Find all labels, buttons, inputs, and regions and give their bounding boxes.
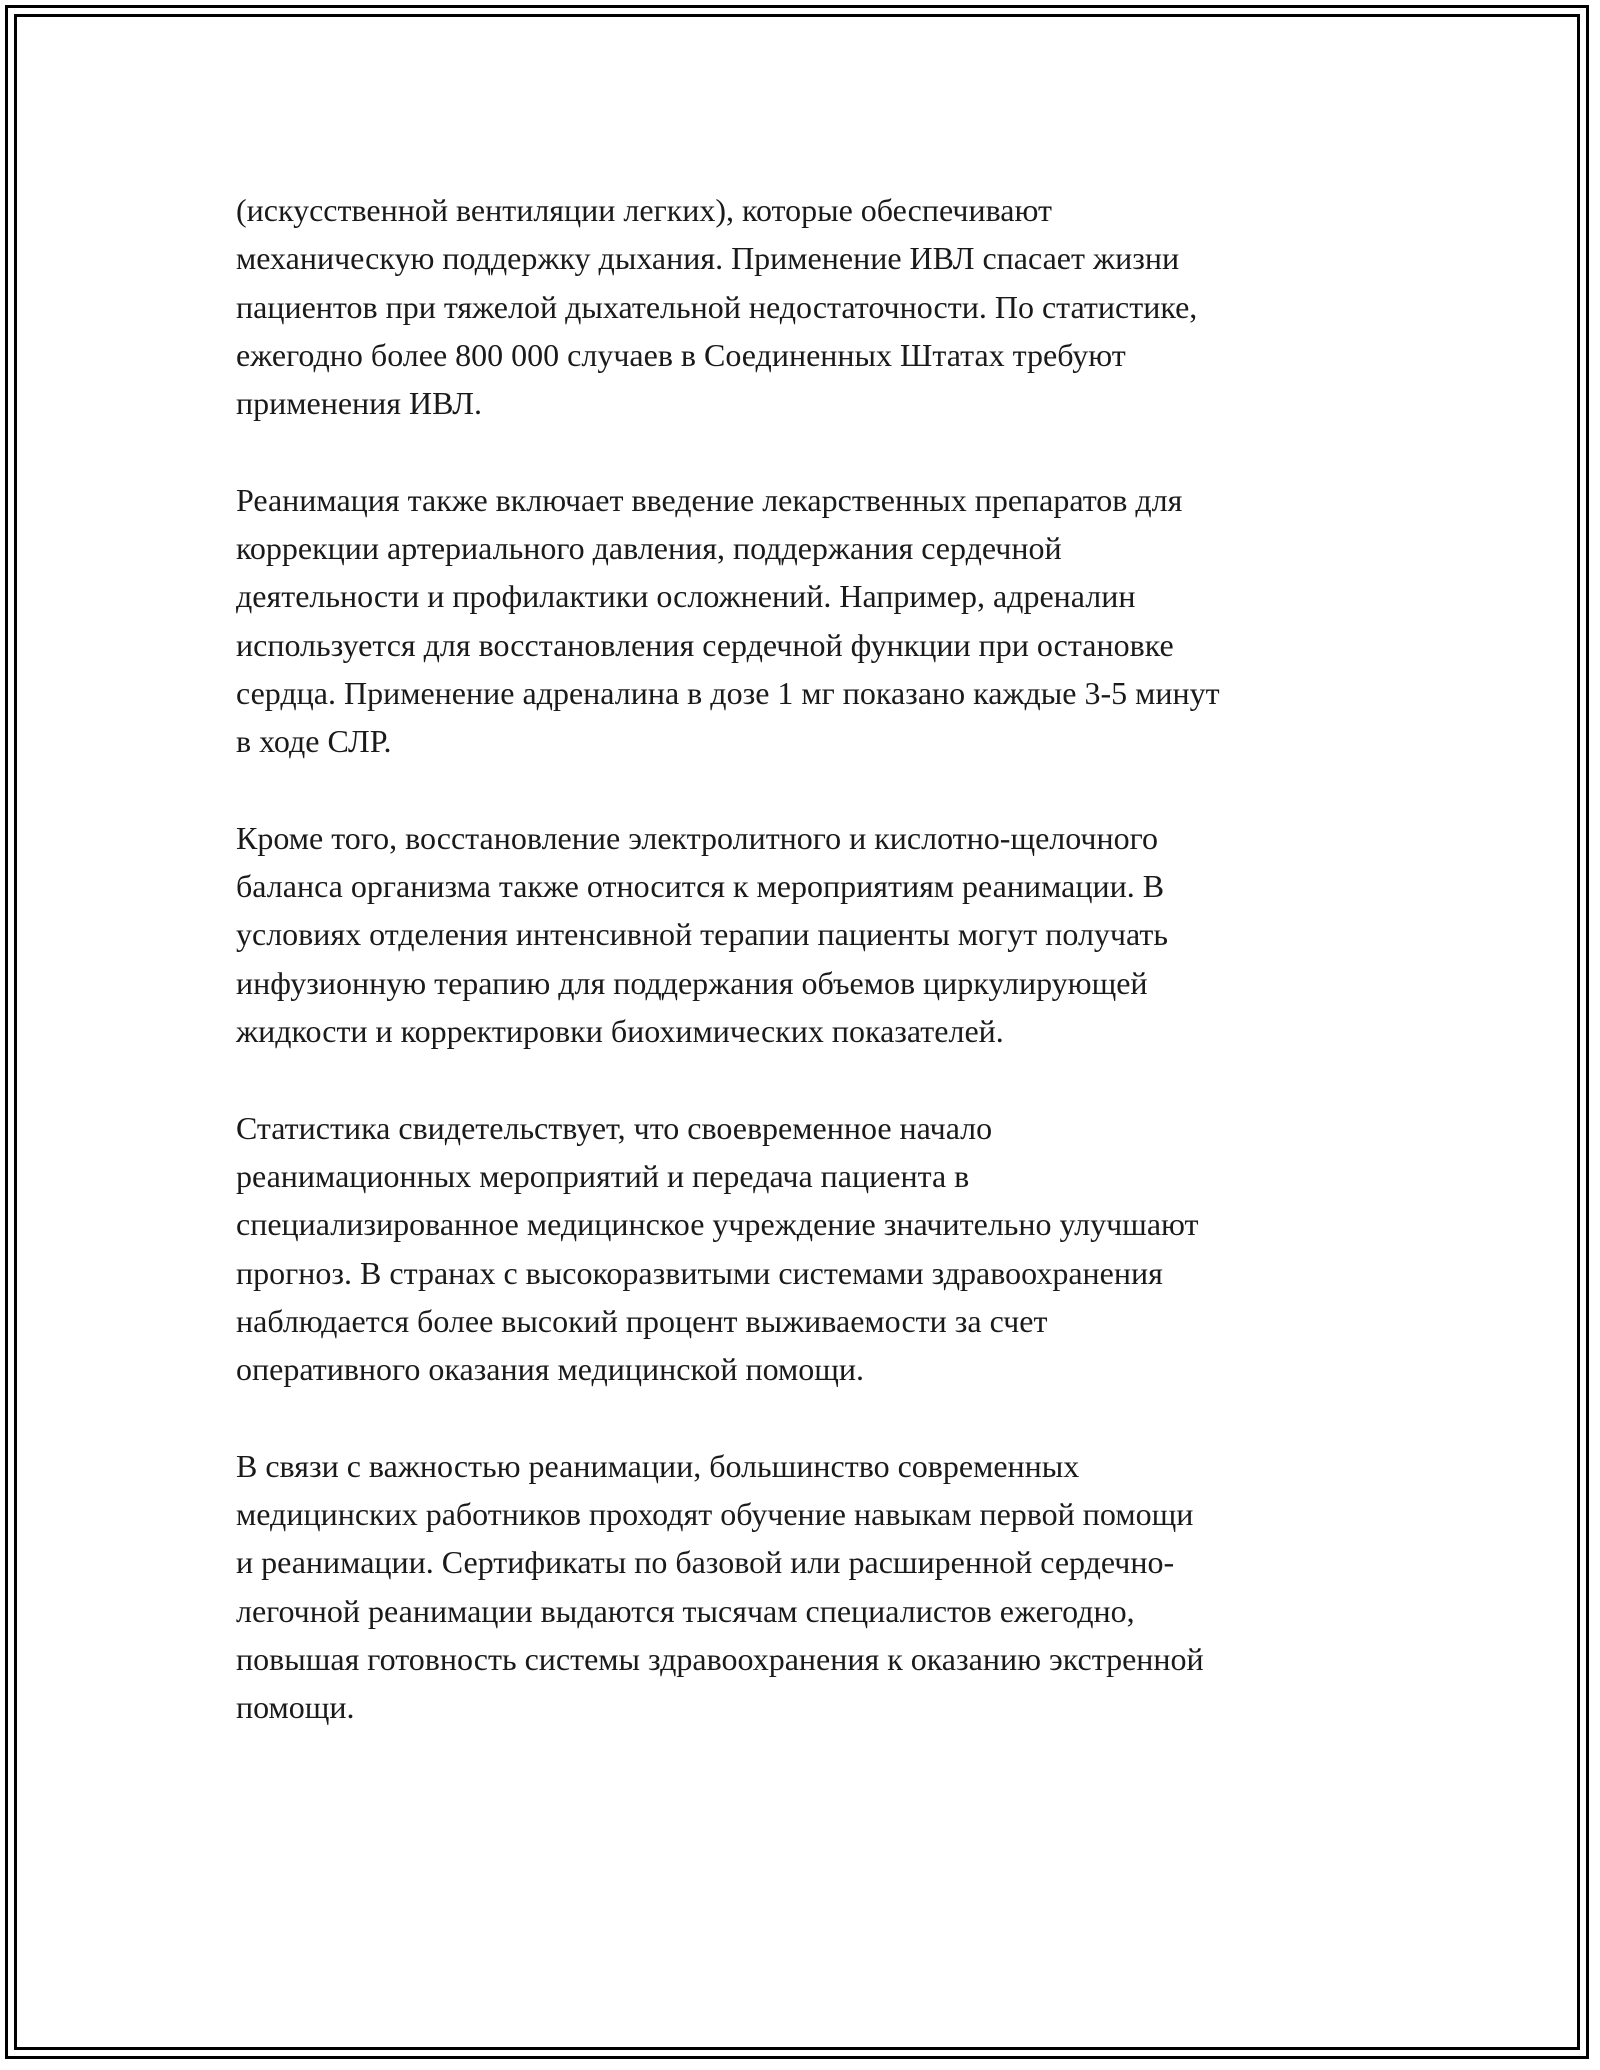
text-line: В связи с важностью реанимации, большинство современных bbox=[236, 1447, 1080, 1484]
text-line: используется для восстановления сердечной функции при остановке bbox=[236, 626, 1174, 663]
text-line: сердца. Применение адреналина в дозе 1 мг показано каждые 3-5 минут bbox=[236, 674, 1220, 711]
text-line: прогноз. В странах с высокоразвитыми системами здравоохранения bbox=[236, 1254, 1163, 1291]
text-line: медицинских работников проходят обучение навыкам первой помощи bbox=[236, 1496, 1194, 1533]
text-line: механическую поддержку дыхания. Применение ИВЛ спасает жизни bbox=[236, 240, 1180, 277]
text-line: специализированное медицинское учреждение значительно улучшают bbox=[236, 1206, 1199, 1243]
text-line: и реанимации. Сертификаты по базовой или расширенной сердечно- bbox=[236, 1544, 1175, 1581]
text-line: деятельности и профилактики осложнений. Например, адреналин bbox=[236, 578, 1136, 615]
paragraph-5 bbox=[236, 1442, 1366, 1732]
paragraph-2 bbox=[236, 476, 1366, 766]
paragraph-3 bbox=[236, 814, 1366, 1055]
text-line: Кроме того, восстановление электролитного и кислотно-щелочного bbox=[236, 819, 1158, 856]
text-line: (искусственной вентиляции легких), которые обеспечивают bbox=[236, 192, 1052, 228]
text-line: повышая готовность системы здравоохранения к оказанию экстренной bbox=[236, 1640, 1204, 1677]
text-line: жидкости и корректировки биохимических показателей. bbox=[236, 1013, 1004, 1050]
text-line: пациентов при тяжелой дыхательной недостаточности. По статистике, bbox=[236, 288, 1198, 325]
text-line: реанимационных мероприятий и передача пациента в bbox=[236, 1157, 970, 1194]
text-line: легочной реанимации выдаются тысячам специалистов ежегодно, bbox=[236, 1592, 1135, 1629]
text-line: ежегодно более 800 000 случаев в Соединенных Штатах требуют bbox=[236, 336, 1126, 373]
text-line: применения ИВЛ. bbox=[236, 385, 482, 422]
text-line: Реанимация также включает введение лекарственных препаратов для bbox=[236, 481, 1183, 518]
text-line: помощи. bbox=[236, 1689, 355, 1726]
text-line: коррекции артериального давления, поддержания сердечной bbox=[236, 530, 1062, 567]
paragraph-4 bbox=[236, 1104, 1366, 1394]
text-line: оперативного оказания медицинской помощи. bbox=[236, 1351, 865, 1388]
paragraph-1 bbox=[236, 186, 1366, 427]
text-line: в ходе СЛР. bbox=[236, 723, 392, 760]
text-line: баланса организма также относится к мероприятиям реанимации. В bbox=[236, 868, 1165, 905]
document-body bbox=[236, 186, 1366, 1732]
text-line: наблюдается более высокий процент выживаемости за счет bbox=[236, 1302, 1048, 1339]
text-line: инфузионную терапию для поддержания объемов циркулирующей bbox=[236, 964, 1148, 1001]
text-line: Статистика свидетельствует, что своевременное начало bbox=[236, 1109, 993, 1146]
text-line: условиях отделения интенсивной терапии пациенты могут получать bbox=[236, 916, 1168, 953]
